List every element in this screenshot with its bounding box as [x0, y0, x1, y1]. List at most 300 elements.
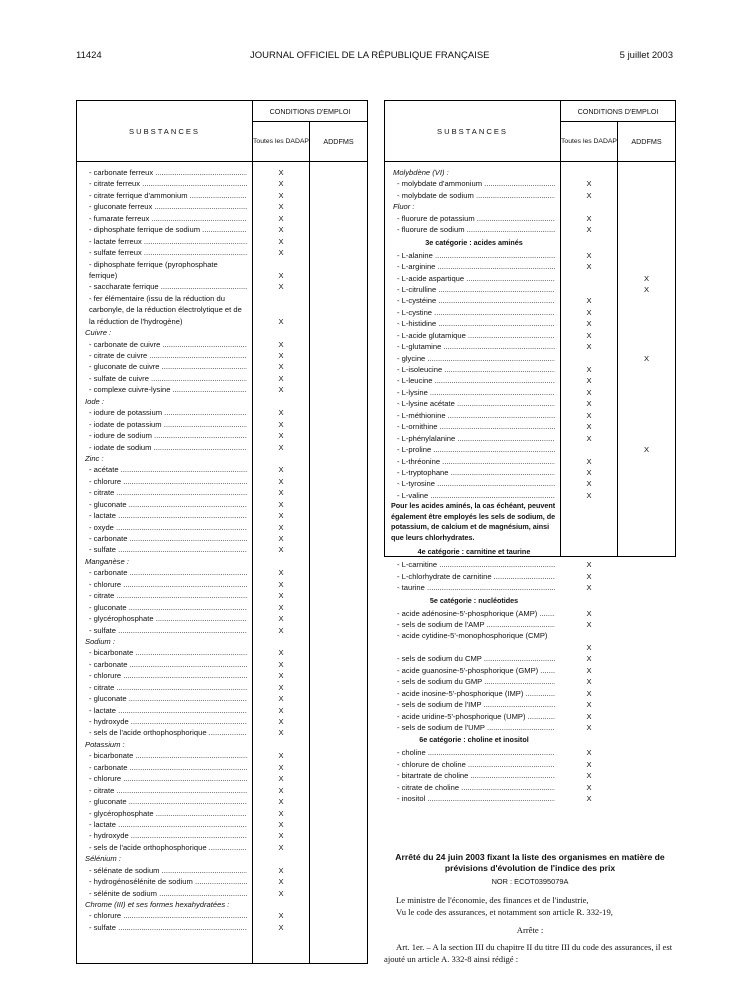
substance-name: - hydroxyde .....	[85, 830, 247, 841]
substance-name: - citrate de cuivre .....	[85, 350, 247, 361]
dadap-mark: X	[278, 179, 284, 189]
dadap-mark: X	[278, 476, 284, 486]
table-row	[77, 167, 367, 178]
table-row	[385, 353, 675, 364]
dadap-mark: X	[586, 748, 592, 758]
dadap-mark: X	[278, 762, 284, 772]
dadap-mark: X	[278, 831, 284, 841]
dadap-column-heading: Toutes les DADAP	[561, 122, 618, 161]
dadap-column-heading: Toutes les DADAP	[253, 122, 310, 161]
table-row	[77, 533, 367, 544]
table-row	[385, 653, 675, 664]
dadap-mark: X	[278, 625, 284, 635]
dadap-mark: X	[278, 705, 284, 715]
table-row	[385, 676, 675, 687]
decree-arrete: Arrête :	[516, 925, 544, 935]
dadap-mark: X	[586, 620, 592, 629]
table-row	[77, 407, 367, 418]
dadap-mark: X	[586, 365, 592, 374]
table-row	[77, 922, 367, 933]
dadap-mark: X	[278, 694, 284, 704]
dadap-mark: X	[278, 339, 284, 349]
table-row	[385, 273, 675, 284]
substance-name: - fluorure de potassium .....	[393, 213, 555, 224]
substance-name: - carbonate .....	[85, 567, 247, 578]
table-row	[385, 619, 675, 630]
table-row	[385, 236, 675, 250]
dadap-mark: X	[278, 774, 284, 784]
dadap-mark: X	[278, 213, 284, 223]
substance-name: - molybdate d'ammonium .....	[393, 178, 555, 189]
substance-name: - sulfate ferreux .....	[85, 247, 247, 258]
dadap-mark: X	[586, 330, 592, 340]
table-row	[385, 410, 675, 421]
substance-name: - citrate ferreux .....	[85, 178, 247, 189]
substance-name: - sélénite de sodium .....	[85, 888, 247, 899]
substance-name: - citrate ferrique d'ammonium .....	[85, 190, 247, 201]
dadap-mark: X	[586, 376, 592, 386]
table-row	[385, 770, 675, 781]
table-row	[385, 201, 675, 212]
table-row	[385, 722, 675, 733]
substance-name: - L-citrulline .....	[393, 284, 555, 295]
table-row	[77, 247, 367, 258]
table-row	[77, 453, 367, 464]
substance-name: - chlorure .....	[85, 773, 247, 784]
table-note: Pour les acides aminés, la cas échéant, peuvent également être employés les sels de sodium, de potassium, de calcium et de magnésium, ainsi que leurs chlorhydrates.	[391, 501, 556, 543]
table-row	[77, 236, 367, 247]
substance-name: - sels de sodium de l'IMP .....	[393, 699, 555, 710]
substance-name: - sulfate .....	[85, 625, 247, 636]
table-row	[77, 259, 367, 282]
table-row	[77, 590, 367, 601]
category-label: Iode :	[85, 396, 104, 406]
table-row	[385, 224, 675, 235]
table-row	[77, 659, 367, 670]
substance-name: - chlorure .....	[85, 910, 247, 921]
table-row	[385, 178, 675, 189]
substance-name: - L-proline .....	[393, 444, 555, 455]
section-heading: 3e catégorie : acides aminés	[425, 237, 523, 247]
dadap-mark: X	[278, 465, 284, 475]
table-row	[385, 793, 675, 804]
table-row	[385, 782, 675, 793]
dadap-mark: X	[278, 282, 284, 292]
table-row	[77, 522, 367, 533]
substance-name: - L-histidine .....	[393, 318, 555, 329]
dadap-mark: X	[278, 236, 284, 246]
substance-name: - lactate .....	[85, 819, 247, 830]
table-row	[77, 201, 367, 212]
dadap-mark: X	[586, 456, 592, 466]
dadap-mark: X	[278, 877, 284, 887]
dadap-mark: X	[278, 888, 284, 898]
dadap-mark: X	[278, 911, 284, 921]
substance-name: - sulfate .....	[85, 544, 247, 555]
dadap-mark: X	[586, 422, 592, 432]
table-row	[385, 444, 675, 455]
dadap-mark: X	[278, 373, 284, 383]
substance-name: - acétate .....	[85, 464, 247, 475]
substance-name: - lactate .....	[85, 510, 247, 521]
table-row	[385, 630, 675, 653]
table-row	[77, 819, 367, 830]
substance-name: - sélénate de sodium .....	[85, 865, 247, 876]
substance-name: - lactate ferreux .....	[85, 236, 247, 247]
page-number: 11424	[76, 50, 102, 61]
dadap-mark: X	[278, 522, 284, 532]
substance-name: - iodate de sodium .....	[85, 442, 247, 453]
substance-name: - L-acide glutamique .....	[393, 330, 555, 341]
dadap-mark: X	[278, 431, 284, 441]
substance-name: - L-tyrosine .....	[393, 478, 555, 489]
substance-name: - hydrogénosélénite de sodium .....	[85, 876, 247, 887]
dadap-mark: X	[278, 190, 284, 200]
dadap-mark: X	[278, 488, 284, 498]
substance-name: - lactate .....	[85, 705, 247, 716]
dadap-mark: X	[586, 665, 592, 675]
table-row	[77, 384, 367, 395]
dadap-mark: X	[278, 499, 284, 509]
table-row	[385, 375, 675, 386]
table-row	[385, 213, 675, 224]
table-row	[77, 876, 367, 887]
addfms-mark: X	[643, 445, 650, 455]
table-row	[77, 430, 367, 441]
substance-name: - hydroxyde .....	[85, 716, 247, 727]
substance-name: - L-lysine .....	[393, 387, 555, 398]
substance-name: - gluconate .....	[85, 602, 247, 613]
table-row	[77, 727, 367, 738]
table-row	[77, 647, 367, 658]
table-row	[77, 442, 367, 453]
table-row	[77, 705, 367, 716]
table-row	[77, 682, 367, 693]
substance-name: - fluorure de sodium .....	[393, 224, 555, 235]
table-row	[77, 613, 367, 624]
dadap-mark: X	[586, 479, 592, 489]
substance-name: - L-méthionine .....	[393, 410, 555, 421]
dadap-mark: X	[278, 568, 284, 578]
table-row	[77, 636, 367, 647]
table-row	[77, 464, 367, 475]
dadap-mark: X	[586, 571, 592, 581]
table-row	[385, 545, 675, 559]
table-row	[77, 224, 367, 235]
substance-name: - L-acide aspartique .....	[393, 273, 555, 284]
dadap-mark: X	[278, 202, 284, 212]
table-row	[77, 910, 367, 921]
table-row	[77, 476, 367, 487]
dadap-mark: X	[278, 442, 284, 452]
substance-name: - diphosphate ferrique (pyrophosphate ferrique)	[89, 259, 218, 280]
section-heading: 6e catégorie : choline et inositol	[419, 735, 529, 745]
table-row	[385, 330, 675, 341]
dadap-mark: X	[278, 922, 284, 932]
dadap-mark: X	[586, 262, 592, 272]
dadap-mark: X	[278, 168, 284, 177]
journal-title: JOURNAL OFFICIEL DE LA RÉPUBLIQUE FRANÇAISE	[250, 50, 490, 61]
substance-name: - L-ornithine .....	[393, 421, 555, 432]
substance-name: - glycine .....	[393, 353, 555, 364]
substance-name: - L-cystine .....	[393, 307, 555, 318]
decree-article-1: Art. 1er. – A la section III du chapitre II du titre III du code des assurances, il est ajouté un article A. 332-8 ainsi rédigé :	[384, 942, 673, 964]
category-label: Molybdène (VI) :	[393, 168, 449, 177]
dadap-mark: X	[586, 342, 592, 352]
substance-name: - saccharate ferrique .....	[85, 281, 247, 292]
table-row	[385, 699, 675, 710]
substance-name: - L-phénylalanine .....	[393, 433, 555, 444]
table-row	[77, 853, 367, 864]
substance-name: - citrate .....	[85, 487, 247, 498]
substance-name: - glycérophosphate .....	[85, 613, 247, 624]
table-row	[385, 559, 675, 570]
dadap-mark: X	[586, 307, 592, 317]
substance-name: - choline .....	[393, 747, 555, 758]
dadap-mark: X	[586, 782, 592, 792]
table-row	[77, 693, 367, 704]
substance-name: - L-valine .....	[393, 490, 555, 501]
decree-paragraph: Vu le code des assurances, et notamment son article R. 332-19,	[396, 907, 613, 917]
decree-article	[384, 852, 676, 965]
decree-paragraph: Le ministre de l'économie, des finances et de l'industrie,	[396, 895, 589, 905]
substance-name: - complexe cuivre-lysine .....	[85, 384, 247, 395]
table-row	[77, 670, 367, 681]
table-row	[77, 556, 367, 567]
substance-name: - sels de l'acide orthophosphorique .....	[85, 842, 247, 853]
table-row	[77, 499, 367, 510]
dadap-mark: X	[278, 751, 284, 761]
dadap-mark: X	[278, 808, 284, 818]
substance-name: - fumarate ferreux .....	[85, 213, 247, 224]
dadap-mark: X	[278, 419, 284, 429]
dadap-mark: X	[586, 490, 592, 500]
dadap-mark: X	[278, 842, 284, 852]
dadap-mark: X	[586, 583, 592, 593]
table-row	[385, 284, 675, 295]
table-row	[385, 318, 675, 329]
dadap-mark: X	[278, 225, 284, 235]
substance-name: - chlorure .....	[85, 476, 247, 487]
table-row	[385, 571, 675, 582]
substance-name: - diphosphate ferrique de sodium .....	[85, 224, 247, 235]
table-row	[385, 421, 675, 432]
dadap-mark: X	[278, 511, 284, 521]
substance-name: - L-leucine .....	[393, 375, 555, 386]
table-row	[77, 739, 367, 750]
substance-name: - carbonate .....	[85, 533, 247, 544]
table-row	[77, 579, 367, 590]
substance-name: - chlorure .....	[85, 579, 247, 590]
table-header	[77, 101, 367, 162]
table-row	[77, 396, 367, 407]
substance-name: - acide adénosine-5'-phosphorique (AMP) .....	[393, 608, 555, 619]
dadap-mark: X	[278, 534, 284, 544]
table-row	[77, 865, 367, 876]
section-heading: 4e catégorie : carnitine et taurine	[417, 547, 531, 557]
substances-heading: SUBSTANCES	[77, 101, 253, 161]
table-row	[385, 307, 675, 318]
table-row	[385, 261, 675, 272]
dadap-mark: X	[278, 785, 284, 795]
table-header	[385, 101, 675, 162]
substance-name: - L-chlorhydrate de carnitine .....	[393, 571, 555, 582]
substance-name: - carbonate .....	[85, 659, 247, 670]
substance-name: - acide cytidine-5'-monophosphorique (CMP)	[397, 631, 548, 641]
conditions-heading: CONDITIONS D'EMPLOI	[253, 101, 367, 122]
table-row	[77, 773, 367, 784]
publication-date: 5 juillet 2003	[619, 50, 673, 61]
category-label: Fluor :	[393, 202, 415, 212]
table-row	[385, 398, 675, 409]
conditions-heading: CONDITIONS D'EMPLOI	[561, 101, 675, 122]
substance-name: - gluconate ferreux .....	[85, 201, 247, 212]
dadap-mark: X	[586, 179, 592, 189]
dadap-mark: X	[278, 385, 284, 395]
substance-name: - L-thréonine .....	[393, 456, 555, 467]
table-row	[77, 796, 367, 807]
table-row	[77, 178, 367, 189]
dadap-mark: X	[586, 794, 592, 804]
table-body-left	[77, 167, 367, 933]
dadap-mark: X	[586, 213, 592, 223]
table-row	[77, 361, 367, 372]
table-row	[385, 501, 675, 545]
substance-name: - sels de sodium du GMP .....	[393, 676, 555, 687]
category-label: Sodium :	[85, 636, 115, 646]
dadap-mark: X	[586, 654, 592, 664]
dadap-mark: X	[586, 642, 592, 652]
substance-name: - L-arginine .....	[393, 261, 555, 272]
table-row	[77, 602, 367, 613]
table-row	[385, 364, 675, 375]
dadap-mark: X	[278, 797, 284, 807]
substance-name: - L-tryptophane .....	[393, 467, 555, 478]
category-label: Manganèse :	[85, 556, 129, 566]
substance-name: - gluconate .....	[85, 499, 247, 510]
table-row	[385, 456, 675, 467]
dadap-mark: X	[278, 248, 284, 258]
dadap-mark: X	[586, 190, 592, 200]
dadap-mark: X	[586, 296, 592, 306]
table-row	[77, 373, 367, 384]
table-row	[385, 190, 675, 201]
substance-name: - molybdate de sodium .....	[393, 190, 555, 201]
dadap-mark: X	[278, 362, 284, 372]
category-label: Cuivre :	[85, 328, 112, 338]
substance-name: - citrate .....	[85, 785, 247, 796]
dadap-mark: X	[586, 560, 592, 570]
substance-name: - carbonate de cuivre .....	[85, 339, 247, 350]
substance-name: - carbonate .....	[85, 762, 247, 773]
dadap-mark: X	[278, 717, 284, 727]
substance-name: - citrate de choline .....	[393, 782, 555, 793]
substance-name: - chlorure .....	[85, 670, 247, 681]
table-row	[77, 762, 367, 773]
addfms-column-heading: ADDFMS	[323, 137, 354, 146]
dadap-mark: X	[586, 608, 592, 618]
dadap-mark: X	[278, 602, 284, 612]
table-row	[77, 899, 367, 910]
substance-name: - sels de sodium de l'AMP .....	[393, 619, 555, 630]
table-row	[385, 759, 675, 770]
table-row	[385, 747, 675, 758]
substance-name: - gluconate .....	[85, 693, 247, 704]
table-row	[77, 785, 367, 796]
table-row	[77, 830, 367, 841]
dadap-mark: X	[586, 722, 592, 732]
substance-name: - L-glutamine .....	[393, 341, 555, 352]
substance-name: - acide inosine-5'-phosphorique (IMP) .....	[393, 688, 555, 699]
substance-name: - sels de sodium du CMP .....	[393, 653, 555, 664]
table-row	[385, 467, 675, 478]
dadap-mark: X	[586, 225, 592, 235]
table-row	[385, 594, 675, 608]
category-label: Chrome (III) et ses formes hexahydratées :	[85, 900, 230, 910]
dadap-mark: X	[278, 614, 284, 624]
dadap-mark: X	[586, 399, 592, 409]
dadap-mark: X	[278, 648, 284, 658]
nor-reference: NOR : ECOT0395079A	[491, 877, 569, 886]
table-row	[77, 419, 367, 430]
table-row	[77, 190, 367, 201]
substance-name: - gluconate .....	[85, 796, 247, 807]
table-body-right	[385, 167, 675, 805]
dadap-mark: X	[278, 351, 284, 361]
table-row	[77, 544, 367, 555]
substance-name: - sels de sodium de l'UMP .....	[393, 722, 555, 733]
substance-name: - L-alanine .....	[393, 250, 555, 261]
substance-name: - sels de l'acide orthophosphorique .....	[85, 727, 247, 738]
dadap-mark: X	[278, 728, 284, 738]
dadap-mark: X	[586, 711, 592, 721]
table-row	[385, 478, 675, 489]
dadap-mark: X	[586, 387, 592, 397]
substance-name: - bicarbonate .....	[85, 750, 247, 761]
addfms-mark: X	[643, 273, 650, 283]
table-row	[385, 167, 675, 178]
substance-name: - oxyde .....	[85, 522, 247, 533]
table-row	[77, 510, 367, 521]
dadap-mark: X	[586, 688, 592, 698]
substance-name: - iodure de potassium .....	[85, 407, 247, 418]
substance-name: - gluconate de cuivre .....	[85, 361, 247, 372]
table-row	[77, 808, 367, 819]
table-row	[77, 213, 367, 224]
table-row	[385, 608, 675, 619]
table-row	[77, 293, 367, 327]
dadap-mark: X	[586, 467, 592, 477]
substance-name: - acide uridine-5'-phosphorique (UMP) .....	[393, 711, 555, 722]
substance-name: - L-carnitine .....	[393, 559, 555, 570]
table-row	[77, 750, 367, 761]
table-row	[77, 487, 367, 498]
dadap-mark: X	[586, 771, 592, 781]
table-row	[385, 250, 675, 261]
dadap-mark: X	[278, 545, 284, 555]
substances-heading: SUBSTANCES	[385, 101, 561, 161]
substance-name: - L-lysine acétate .....	[393, 398, 555, 409]
table-row	[385, 665, 675, 676]
substance-name: - citrate .....	[85, 590, 247, 601]
table-row	[77, 567, 367, 578]
dadap-mark: X	[586, 700, 592, 710]
substance-name: - acide guanosine-5'-phosphorique (GMP) .....	[393, 665, 555, 676]
substance-name: - glycérophosphate .....	[85, 808, 247, 819]
table-row	[385, 295, 675, 306]
substance-name: - bicarbonate .....	[85, 647, 247, 658]
table-row	[77, 327, 367, 338]
